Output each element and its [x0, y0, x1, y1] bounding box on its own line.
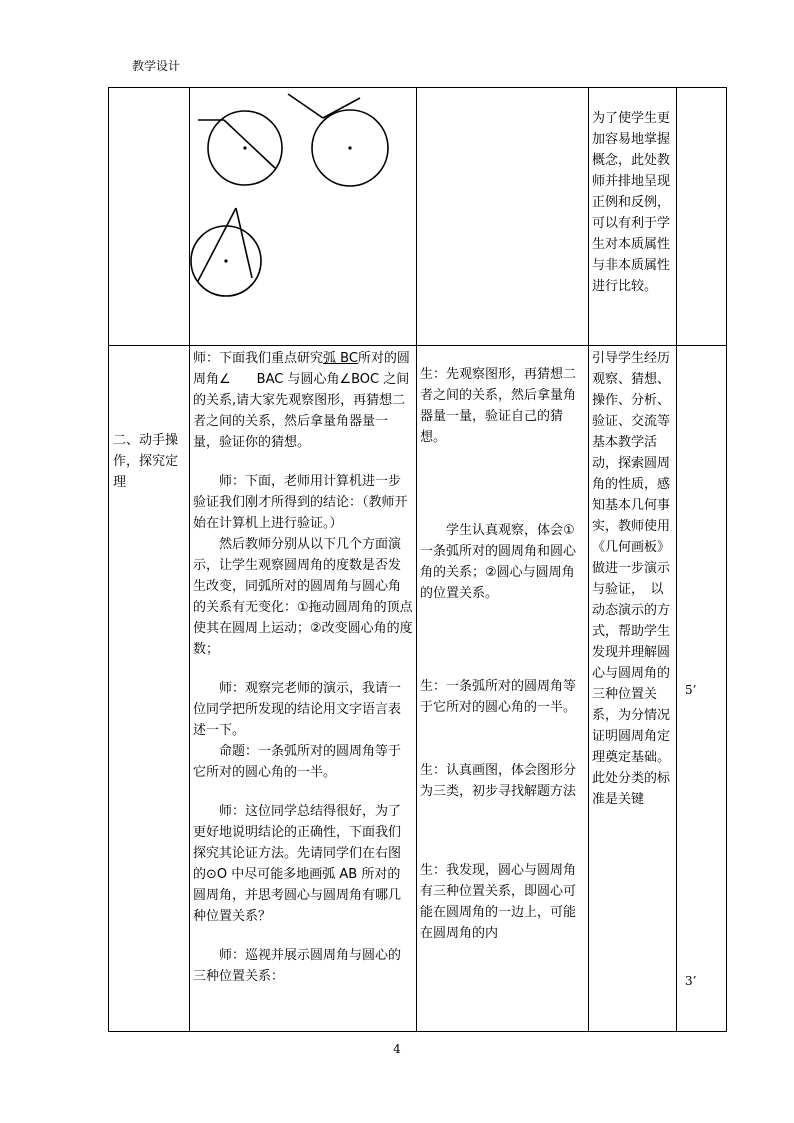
time-cell — [677, 346, 727, 1032]
intent-cell-row1 — [589, 88, 677, 346]
table-row-figures — [109, 88, 727, 346]
lesson-plan-table — [108, 87, 727, 1032]
teacher-paragraph-3: 然后教师分别从以下几个方面演示，让学生观察圆周角的度数是否发生改变，同弧所对的圆周角与圆心角的关系有无变化：①拖动圆周角的顶点使其在圆周上运动；②改变圆心角的度数； — [193, 537, 413, 657]
teacher-activity-cell — [190, 346, 417, 1032]
teacher-paragraph-7: 师：巡视并展示圆周角与圆心的三种位置关系： — [193, 948, 402, 984]
design-intent-text: 为了使学生更加容易地掌握概念，此处教师并排地呈现正例和反例，可以有利于学生对本质属性与非本质属性进行比较。 — [592, 111, 671, 294]
student-paragraph-1: 生：先观察图形，再猜想二者之间的关系，然后拿量角器量一量，验证自己的猜想。 — [420, 367, 577, 445]
student-paragraph-3: 生：一条弧所对的圆周角等于它所对的圆心角的一半。 — [420, 679, 577, 715]
intent-cell-row2 — [589, 346, 677, 1032]
time-label-1: 5’ — [685, 683, 697, 697]
circle-figures-diagram — [190, 88, 416, 338]
figure-inscribed-angle — [191, 208, 261, 296]
figure-counterexample-1 — [198, 111, 282, 185]
student-paragraph-4: 生：认真画图，体会图形分为三类，初步寻找解题方法 — [420, 763, 577, 799]
section-title: 二、动手操作，探究定理 — [113, 433, 179, 490]
student-cell-empty — [417, 88, 589, 346]
teacher-paragraph-1: 师：下面我们重点研究弧 BC所对的圆周角∠ BAC 与圆心角∠BOC 之间的关系,请大家先观察图形，再猜想二者之间的关系，然后拿量角器量一量，验证你的猜想。 — [193, 351, 410, 450]
section-cell — [109, 346, 190, 1032]
table-row-explore-theorem — [109, 346, 727, 1032]
figure-counterexample-2 — [288, 94, 388, 186]
proposition-text: 命题：一条弧所对的圆周角等于它所对的圆心角的一半。 — [193, 744, 402, 780]
figures-cell — [190, 88, 417, 346]
page-number: 4 — [393, 1042, 401, 1056]
student-paragraph-2: 学生认真观察，体会①一条弧所对的圆周角和圆心角的关系；②圆心与圆周角的位置关系。 — [420, 523, 577, 601]
teacher-paragraph-2: 师：下面，老师用计算机进一步验证我们刚才所得到的结论：（教师开始在计算机上进行验证。） — [193, 474, 408, 531]
time-label-2: 3’ — [685, 974, 697, 988]
page-header: 教学设计 — [132, 59, 181, 73]
section-cell-empty — [109, 88, 190, 346]
student-paragraph-5: 生：我发现，圆心与圆周角有三种位置关系，即圆心可能在圆周角的一边上，可能在圆周角的内 — [420, 863, 577, 941]
teacher-paragraph-6: 师：这位同学总结得很好，为了更好地说明结论的正确性，下面我们探究其论证方法。先请同学们在右图的⊙O 中尽可能多地画弧 AB 所对的圆周角，并思考圆心与圆周角有哪几种位置关系？ — [193, 804, 402, 924]
student-activity-cell — [417, 346, 589, 1032]
design-intent-text-2: 引导学生经历观察、猜想、操作、分析、验证、交流等基本教学活动，探索圆周角的性质，感知基本几何事实，教师使用《几何画板》做进一步演示与验证， 以动态演示的方式，帮助学生发现并理解圆心与圆周角的三种位置关系，为分情况证明圆周角定理奠定基础。此处分类的标准是关键 — [592, 351, 671, 807]
time-cell-empty — [677, 88, 727, 346]
teacher-paragraph-4: 师：观察完老师的演示，我请一位同学把所发现的结论用文字语言表述一下。 — [193, 681, 402, 738]
